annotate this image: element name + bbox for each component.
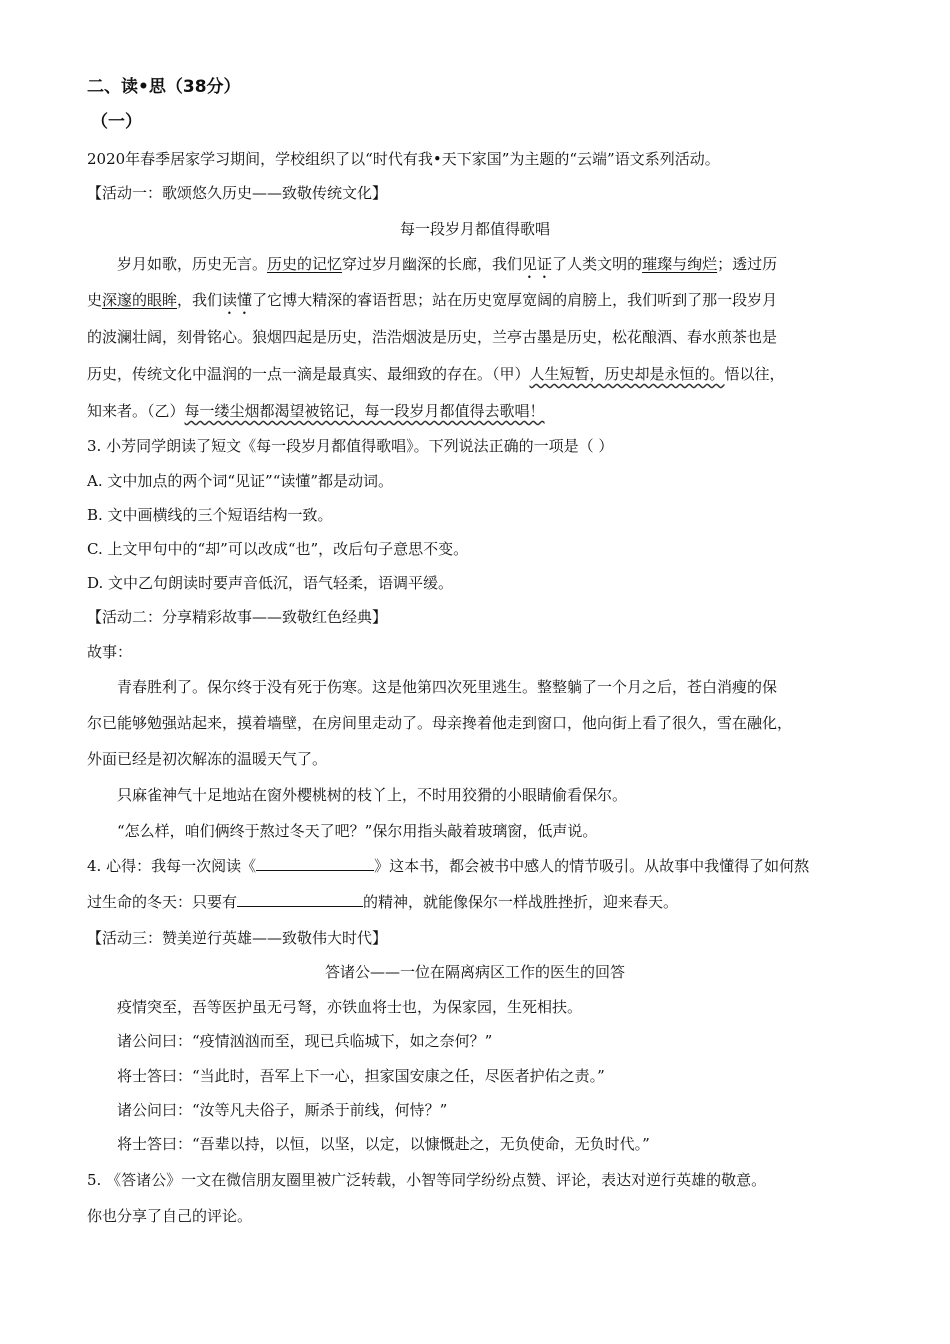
question-5-line-2: 你也分享了自己的评论。	[87, 1207, 253, 1225]
story-line-3: 外面已经是初次解冻的温暖天气了。	[87, 750, 328, 768]
wavy-sentence-yi: 每一缕尘烟都渴望被铭记，每一段岁月都值得去歌唱！	[184, 402, 545, 420]
article2-title: 答诸公——一位在隔离病区工作的医生的回答	[324, 963, 625, 981]
text-span: 知来者。（乙）	[87, 402, 185, 420]
activity1-heading: 【活动一：歌颂悠久历史——致敬传统文化】	[87, 184, 388, 202]
underlined-phrase-3: 深邃的眼眸	[102, 291, 178, 309]
activity2-heading: 【活动二：分享精彩故事——致敬红色经典】	[87, 608, 388, 626]
question-3-stem: 3. 小芳同学朗读了短文《每一段岁月都值得歌唱》。下列说法正确的一项是（ ）	[87, 437, 614, 455]
article1-line-1	[117, 254, 777, 282]
question-3-option-b: B. 文中画横线的三个短语结构一致。	[87, 506, 333, 524]
underlined-phrase-1: 历史的记忆	[267, 255, 343, 273]
story-line-1: 青春胜利了。保尔终于没有死于伤寒。这是他第四次死里逃生。整整躺了一个月之后，苍白消瘦的保	[117, 678, 778, 696]
question-4-line-1	[87, 856, 809, 876]
article1-line-4	[87, 364, 785, 384]
text-span: 穿过岁月幽深的长廊，我们	[342, 255, 523, 273]
article2-line-2: 诸公问曰：“疫情汹汹而至，现已兵临城下，如之奈何？”	[117, 1032, 493, 1050]
part-label: （一）	[91, 112, 142, 132]
article1-line-5	[87, 401, 545, 421]
text-span: ；透过历	[717, 255, 778, 273]
story-line-2: 尔已能够勉强站起来，摸着墙壁，在房间里走动了。母亲搀着他走到窗口，他向街上看了很久，雪在融化，	[87, 714, 793, 732]
story-line-4: 只麻雀神气十足地站在窗外樱桃树的枝丫上，不时用狡猾的小眼睛偷看保尔。	[117, 786, 628, 804]
question-3-option-d: D. 文中乙句朗读时要声音低沉，语气轻柔，语调平缓。	[87, 574, 454, 592]
article2-line-4: 诸公问曰：“汝等凡夫俗子，厮杀于前线，何恃？”	[117, 1101, 448, 1119]
article1-line-3: 的波澜壮阔，刻骨铭心。狼烟四起是历史，浩浩烟波是历史，兰亭古墨是历史，松花酿酒、春水煎茶也是	[87, 328, 778, 346]
answer-blank-spirit[interactable]	[237, 892, 363, 907]
dotted-word-2: 读懂	[222, 291, 253, 309]
text-span: 历史，传统文化中温润的一点一滴是最真实、最细致的存在。（甲）	[87, 365, 530, 383]
answer-blank-book[interactable]	[256, 856, 374, 871]
text-span: 了它博大精深的睿语哲思；站在历史宽厚宽阔的肩膀上，我们听到了那一段岁月	[252, 291, 778, 309]
article1-line-2	[87, 290, 777, 318]
question-3-option-a: A. 文中加点的两个词“见证”“读懂”都是动词。	[87, 472, 394, 490]
wavy-sentence-jia: 人生短暂，历史却是永恒的。	[529, 365, 725, 383]
text-span: 》这本书，都会被书中感人的情节吸引。从故事中我懂得了如何熬	[374, 857, 810, 875]
question-3-option-c: C. 上文甲句中的“却”可以改成“也”，改后句子意思不变。	[87, 540, 469, 558]
text-span: 悟以往，	[724, 365, 785, 383]
activity3-heading: 【活动三：赞美逆行英雄——致敬伟大时代】	[87, 929, 388, 947]
story-line-5: “怎么样，咱们俩终于熬过冬天了吧？”保尔用指头敲着玻璃窗，低声说。	[117, 822, 598, 840]
text-span: 过生命的冬天：只要有	[87, 893, 238, 911]
text-span: 岁月如歌，历史无言。	[117, 255, 268, 273]
text-span: 了人类文明的	[552, 255, 643, 273]
article1-title: 每一段岁月都值得歌唱	[399, 220, 550, 238]
article2-line-5: 将士答曰：“吾辈以持，以恒，以坚，以定，以慷慨赴之，无负使命，无负时代。”	[117, 1135, 650, 1153]
text-span: ，我们	[177, 291, 223, 309]
article2-line-3: 将士答曰：“当此时，吾军上下一心，担家国安康之任，尽医者护佑之责。”	[117, 1067, 605, 1085]
story-label: 故事：	[87, 643, 133, 661]
text-span: 4. 心得：我每一次阅读《	[87, 857, 257, 875]
intro-text: 2020年春季居家学习期间，学校组织了以“时代有我•天下家国”为主题的“云端”语文系列活动。	[87, 150, 720, 168]
question-4-line-2	[87, 892, 678, 912]
underlined-phrase-2: 璀璨与绚烂	[642, 255, 718, 273]
text-span: 的精神，就能像保尔一样战胜挫折，迎来春天。	[363, 893, 679, 911]
text-span: 史	[87, 291, 103, 309]
question-5-line-1: 5. 《答诸公》一文在微信朋友圈里被广泛转载，小智等同学纷纷点赞、评论，表达对逆行英雄的敬意。	[87, 1171, 767, 1189]
dotted-word-1: 见证	[522, 255, 553, 273]
section-title: 二、读•思（38分）	[87, 77, 241, 97]
article2-line-1: 疫情突至，吾等医护虽无弓弩，亦铁血将士也，为保家园，生死相扶。	[117, 998, 583, 1016]
